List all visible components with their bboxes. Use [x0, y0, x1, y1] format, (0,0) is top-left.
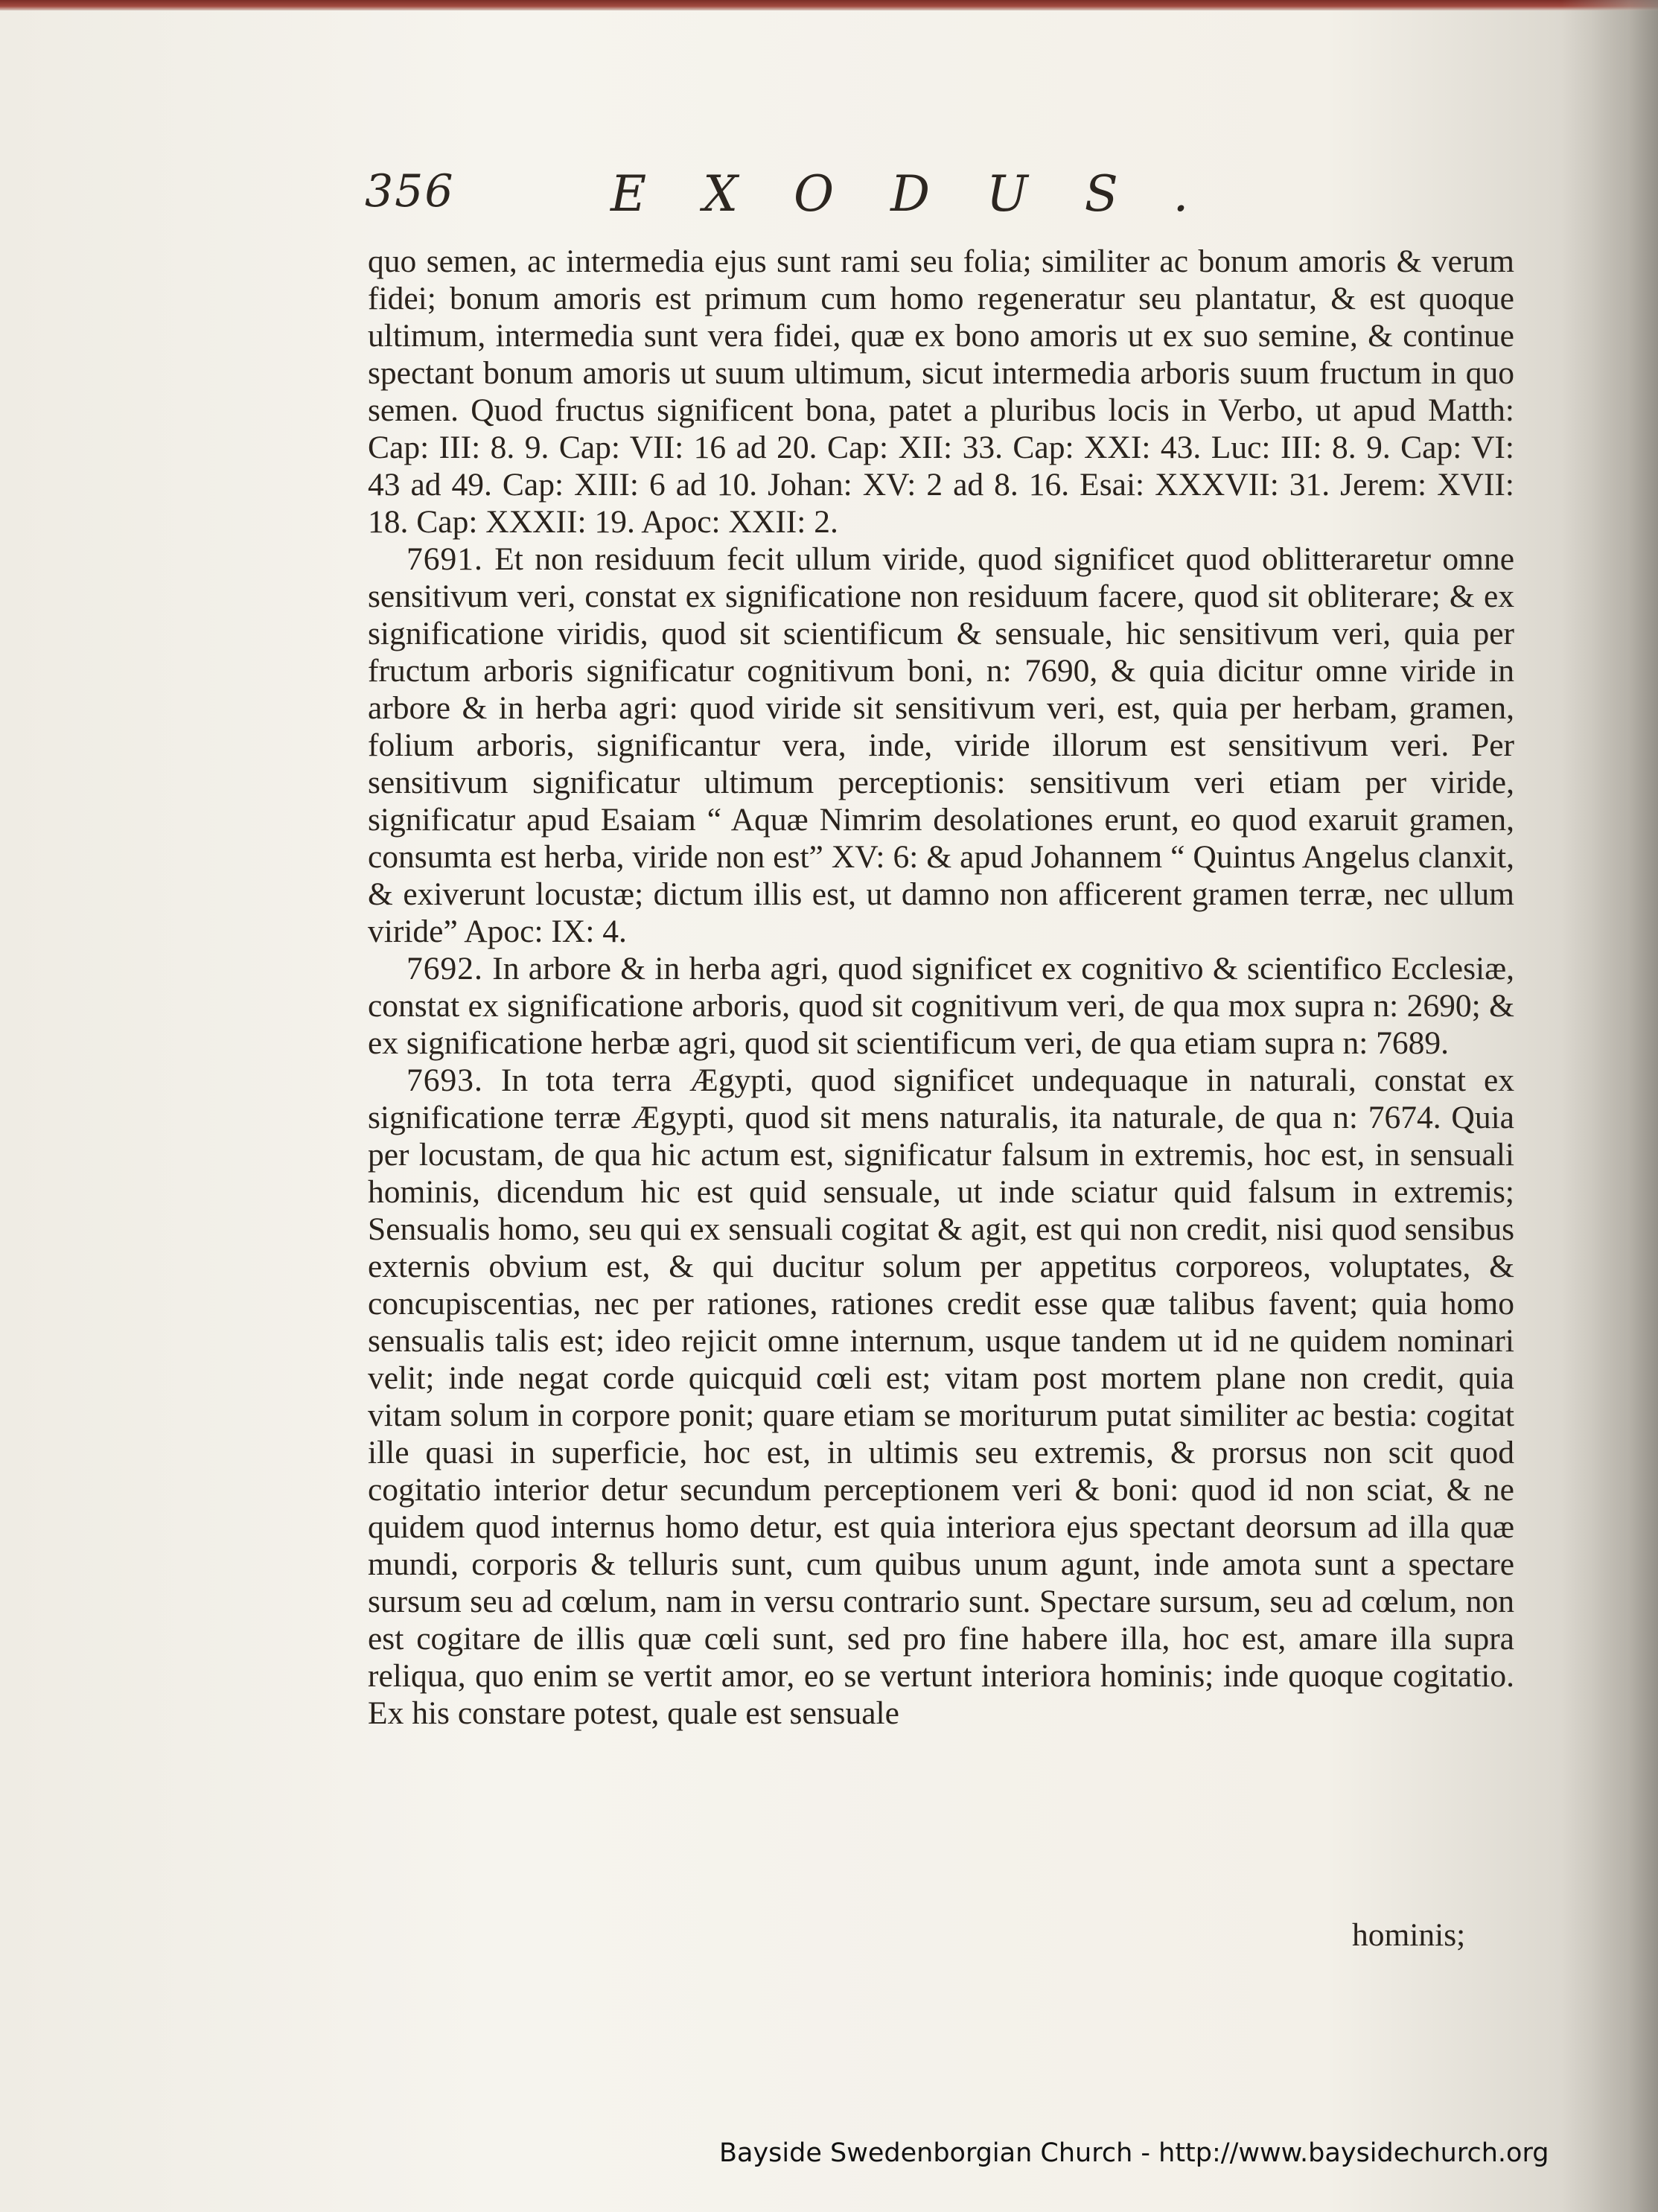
paragraph-number: 7691. [406, 541, 483, 577]
page-number: 356 [365, 165, 455, 217]
paragraph-text: Et non residuum fecit ullum viride, quod significet quod oblitteraretur omne sensitivum veri, constat ex significatione non residuum facere, quod sit obliterare; & ex significatione viridis, quod sit scientificum & sensuale, hic sensitivum veri, quia per fructum arboris significatur cognitivum boni, n: 7690, & quia dicitur omne viride in arbore & in herba agri: quod viride sit sensitivum veri, est, quia per herbam, gramen, folium arboris, significantur vera, inde, viride illorum est sensitivum veri. Per sensitivum significatur ultimum perceptionis: sensitivum veri etiam per viride, significatur apud Esaiam “ Aquæ Nimrim desolationes erunt, eo quod exaruit gramen, consumta est herba, viride non est” XV: 6: & apud Johannem “ Quintus Angelus clanxit, & exiverunt locustæ; dictum illis est, ut damno non afficerent gramen terræ, nec ullum viride” Apoc: IX: 4. [368, 541, 1515, 949]
paragraph-7692 [368, 950, 1514, 1062]
paragraph-7693 [368, 1062, 1514, 1732]
page-binding-shadow [1561, 0, 1658, 2212]
paragraph-number: 7693. [406, 1062, 483, 1098]
paragraph-text: quo semen, ac intermedia ejus sunt rami seu folia; similiter ac bonum amoris & verum fidei; bonum amoris est primum cum homo regeneratur seu plantatur, & est quoque ultimum, intermedia sunt vera fidei, quæ ex bono amoris ut ex suo semine, & continue spectant bonum amoris ut suum ultimum, sicut intermedia arboris suum fructum in quo semen. Quod fructus significent bona, patet a pluribus locis in Verbo, ut apud Matth: Cap: III: 8. 9. Cap: VII: 16 ad 20. Cap: XII: 33. Cap: XXI: 43. Luc: III: 8. 9. Cap: VI: 43 ad 49. Cap: XIII: 6 ad 10. Johan: XV: 2 ad 8. 16. Esai: XXXVII: 31. Jerem: XVII: 18. Cap: XXXII: 19. Apoc: XXII: 2. [368, 243, 1514, 540]
page-top-edge [0, 0, 1658, 10]
paragraph-text: In arbore & in herba agri, quod significet ex cognitivo & scientifico Ecclesiæ, constat ex significatione arboris, quod sit cognitivum veri, de qua mox supra n: 2690; & ex significatione herbæ agri, quod sit scientificum veri, de qua etiam supra n: 7689. [368, 951, 1515, 1061]
paragraph-text: In tota terra Ægypti, quod significet undequaque in naturali, constat ex significatione terræ Ægypti, quod sit mens naturalis, ita naturale, de qua n: 7674. Quia per locustam, de qua hic actum est, significatur falsum in extremis, hoc est, in sensuali hominis, dicendum hic est quid sensuale, ut inde sciatur quid falsum in extremis; Sensualis homo, seu qui ex sensuali cogitat & agit, est qui non credit, nisi quod sensibus externis obvium est, & qui ducitur solum per appetitus corporeos, voluptates, & concupiscentias, nec per rationes, rationes credit esse quæ talibus favent; quia homo sensualis talis est; ideo rejicit omne internum, usque tandem ut id ne quidem nominari velit; inde negat corde quicquid cœli est; vitam post mortem plane non credit, quia vitam solum in corpore ponit; quare etiam se moriturum putat similiter ac bestia: cogitat ille quasi in superficie, hoc est, in ultimis seu extremis, & prorsus non scit quod cogitatio interior detur secundum perceptionem veri & boni: quod id non sciat, & ne quidem quod internus homo detur, est quia interiora ejus spectant deorsum ad illa quæ mundi, corporis & telluris sunt, cum quibus unum agunt, inde amota sunt a spectare sursum seu ad cœlum, nam in versu contrario sunt. Spectare sursum, seu ad cœlum, non est cogitare de illis quæ cœli sunt, sed pro fine habere illa, hoc est, amare illa supra reliqua, quo enim se vertit amor, eo se vertunt interiora hominis; inde quoque cogitatio. Ex his constare potest, quale est sensuale [368, 1062, 1515, 1731]
source-credit: Bayside Swedenborgian Church - http://www.baysidechurch.org [719, 2138, 1549, 2168]
paragraph-7691 [368, 541, 1514, 950]
running-title: EXODUS. [610, 165, 1246, 223]
body-text [368, 243, 1514, 1732]
paragraph-number: 7692. [406, 951, 483, 987]
paragraph-continuation [368, 243, 1514, 541]
page-header [365, 165, 1511, 232]
catchword: hominis; [1352, 1917, 1466, 1953]
